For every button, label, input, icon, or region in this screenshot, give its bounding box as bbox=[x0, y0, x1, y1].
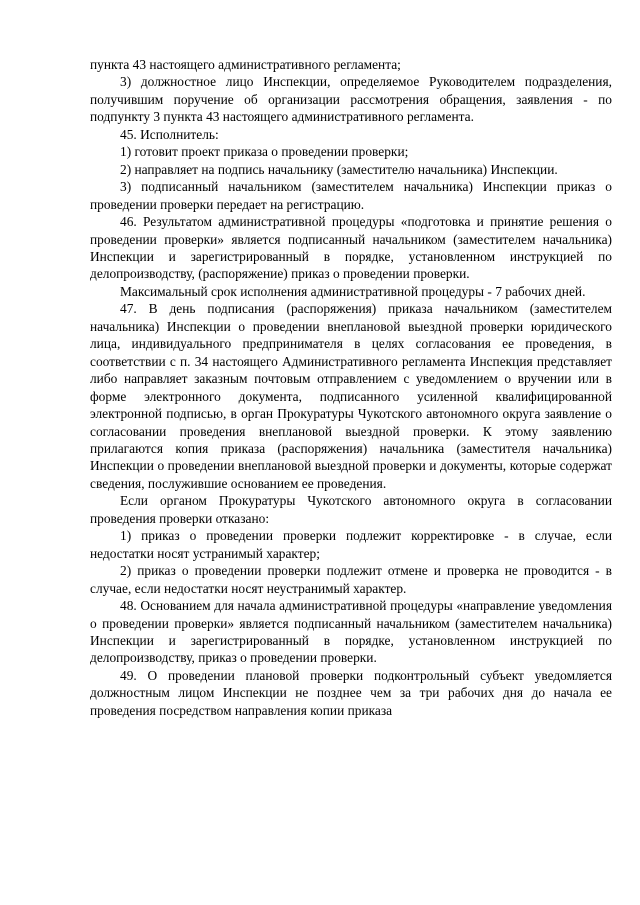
paragraph-item-47-1: 1) приказ о проведении проверки подлежит корректировке - в случае, если недостатки носят устранимый характер; bbox=[90, 528, 612, 561]
document-page bbox=[90, 56, 612, 719]
paragraph-item-45-3: 3) подписанный начальником (заместителем начальника) Инспекции приказ о проведении проверки передает на регистрацию. bbox=[90, 179, 612, 212]
paragraph-item-45-heading: 45. Исполнитель: bbox=[120, 126, 219, 142]
paragraph-item-43-end: пункта 43 настоящего административного регламента; bbox=[90, 57, 401, 72]
paragraph-item-47-refused: Если органом Прокуратуры Чукотского автономного округа в согласовании проведения проверки отказано: bbox=[90, 493, 612, 526]
paragraph-item-44-3: 3) должностное лицо Инспекции, определяемое Руководителем подразделения, получившим поручение об организации рассмотрения обращения, заявления - по подпункту 3 пункта 43 настоящего административного регламента. bbox=[90, 74, 612, 125]
paragraph-item-46-term: Максимальный срок исполнения административной процедуры - 7 рабочих дней. bbox=[120, 283, 586, 299]
paragraph-item-45-1: 1) готовит проект приказа о проведении проверки; bbox=[120, 144, 409, 160]
paragraph-item-45-2: 2) направляет на подпись начальнику (заместителю начальника) Инспекции. bbox=[120, 161, 558, 177]
paragraph-item-48: 48. Основанием для начала административной процедуры «направление уведомления о проведении проверки» является подписанный начальником (заместителем начальника) Инспекции и зарегистрированный в порядке, установленном инструкцией по делопроизводству, приказ о проведении проверки. bbox=[90, 598, 612, 666]
paragraph-item-47-2: 2) приказ о проведении проверки подлежит отмене и проверка не проводится - в случае, если недостатки носят неустранимый характер. bbox=[90, 563, 612, 596]
paragraph-item-47: 47. В день подписания (распоряжения) приказа начальником (заместителем начальника) Инспекции о проведении внеплановой выездной проверки юридического лица, индивидуального предпринимателя в целях согласования ее проведения, в соответствии с п. 34 настоящего Административного регламента Инспекция представляет либо направляет заказным почтовым отправлением с уведомлением о вручении или в форме электронного документа, подписанного усиленной квалифицированной электронной подписью, в орган Прокуратуры Чукотского автономного округа заявление о согласовании проведения внеплановой выездной проверки. К этому заявлению прилагаются копия приказа (распоряжения) начальника (заместителя начальника) Инспекции о проведении внеплановой выездной проверки и документы, которые содержат сведения, послужившие основанием ее проведения. bbox=[90, 301, 612, 491]
paragraph-item-49: 49. О проведении плановой проверки подконтрольный субъект уведомляется должностным лицом Инспекции не позднее чем за три рабочих дня до начала ее проведения посредством направления копии приказа bbox=[90, 667, 612, 718]
paragraph-item-46: 46. Результатом административной процедуры «подготовка и принятие решения о проведении проверки» является подписанный начальником (заместителем начальника) Инспекции и зарегистрированный в порядке, установленном инструкцией по делопроизводству, (распоряжение) приказ о проведении проверки. bbox=[90, 214, 612, 282]
